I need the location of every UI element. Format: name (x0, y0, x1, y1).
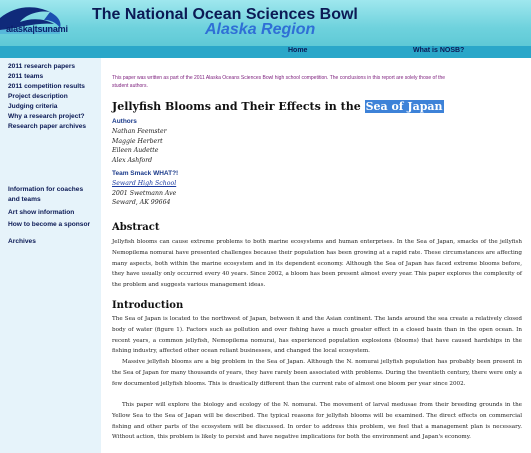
sidebar-link-archives[interactable]: Archives (8, 238, 36, 245)
site-subtitle: Alaska Region (205, 21, 316, 38)
sidebar-link-teams[interactable]: 2011 teams (8, 73, 44, 80)
intro-paragraph-2: Massive jellyfish blooms are a big problem in the Sea of Japan. Although the N. nomurai jellyfish population has probably been present in the Sea of Japan for many thousands of years, they have rarely been associated with problems. During the twentieth century, there were only a few documented jellyfish blooms. This is drastically different than the current rate of almost one bloom per year since 2002. (112, 359, 522, 387)
author-name: Nathan Feemster (112, 128, 167, 135)
nav-home-link[interactable]: Home (288, 47, 308, 54)
wave-logo-icon[interactable] (0, 0, 96, 46)
top-navbar (0, 46, 531, 58)
main-content (108, 58, 523, 453)
article-title-prefix: Jellyfish Blooms and Their Effects in the (112, 100, 361, 113)
sidebar-link-sponsor[interactable]: How to become a sponsor (8, 221, 91, 228)
sidebar-link-judging-criteria[interactable]: Judging criteria (8, 103, 58, 110)
disclaimer-text: This paper was written as part of the 2011 Alaska Oceans Sciences Bowl high school competition. The conclusions in this report are solely those of the student authors. (112, 75, 446, 89)
introduction-heading: Introduction (112, 300, 184, 311)
left-sidebar (0, 58, 101, 453)
sidebar-link-project-description[interactable]: Project description (8, 93, 68, 100)
logo-text[interactable]: alaska|tsunami (6, 24, 68, 34)
sidebar-link-art-show[interactable]: Art show information (8, 209, 75, 216)
address-line: 2001 Swetmann Ave (112, 189, 177, 197)
intro-paragraph-3: This paper will explore the biology and ecology of the N. nomurai. The movement of larval medusae from their breeding grounds in the Yellow Sea to the Sea of Japan will be described. The typical reasons for jellyfish blooms will be examined. The direct effects on commercial fishing and other parts of the ecosystem will be discussed. In order to address this problem, we feel that a management plan is necessary. Without action, this problem is likely to persist and have negative implications for both the environment and Japan's economy. (112, 402, 522, 441)
author-name: Alex Ashford (112, 156, 153, 164)
address-line: Seward, AK 99664 (112, 199, 171, 206)
intro-paragraph-1: The Sea of Japan is located to the northwest of Japan, between it and the Asian continent. The lands around the sea create a relatively closed body of water (figure 1). Factors such as pollution and over fishing have a much greater effect in a closed basin than in the open ocean. In recent years, a common jellyfish, Nemopilema nomurai, has experienced population explosions (blooms) that have caused hardships in the fishing industry, affected other ocean reliant businesses, and changed the local ecosystem. (112, 316, 522, 355)
school-link[interactable]: Seward High School (112, 180, 177, 187)
sidebar-link-research-papers[interactable]: 2011 research papers (8, 63, 76, 70)
abstract-heading: Abstract (112, 222, 160, 233)
team-address (112, 179, 176, 208)
team-label: Team Smack WHAT?! (112, 170, 179, 177)
authors-list (112, 127, 167, 165)
article-title-highlight[interactable]: Sea of Japan (365, 100, 443, 113)
sidebar-link-coaches-teams[interactable]: Information for coaches and teams (8, 186, 84, 203)
nav-what-is-nosb-link[interactable]: What is NOSB? (413, 47, 465, 54)
abstract-text: Jellyfish blooms can cause extreme problems to both marine ecosystems and human enterprises. In the Sea of Japan, smacks of the jellyfish Nemopilema nomurai have presented challenges because their population has been growing at a rapid rate. These circumstances are affecting many aspects, both within the marine ecosystem and in its dependent economy. Although the Sea of Japan has faced extreme blooms before, they have usually only occurred every 40 years. Since 2002, a bloom has been present almost every year. This paper explores the complexity of the problem and suggests various management ideas. (112, 239, 522, 289)
sidebar-link-competition-results[interactable]: 2011 competition results (8, 83, 85, 90)
site-header (0, 0, 531, 46)
site-title: The National Ocean Sciences Bowl (92, 6, 358, 23)
authors-label: Authors (112, 118, 137, 125)
sidebar-link-paper-archives[interactable]: Research paper archives (8, 123, 87, 130)
article-title (112, 100, 444, 113)
sidebar-link-why-research-project[interactable]: Why a research project? (8, 113, 85, 120)
author-name: Maggie Herbert (112, 137, 163, 145)
author-name: Eileen Audette (112, 147, 159, 154)
